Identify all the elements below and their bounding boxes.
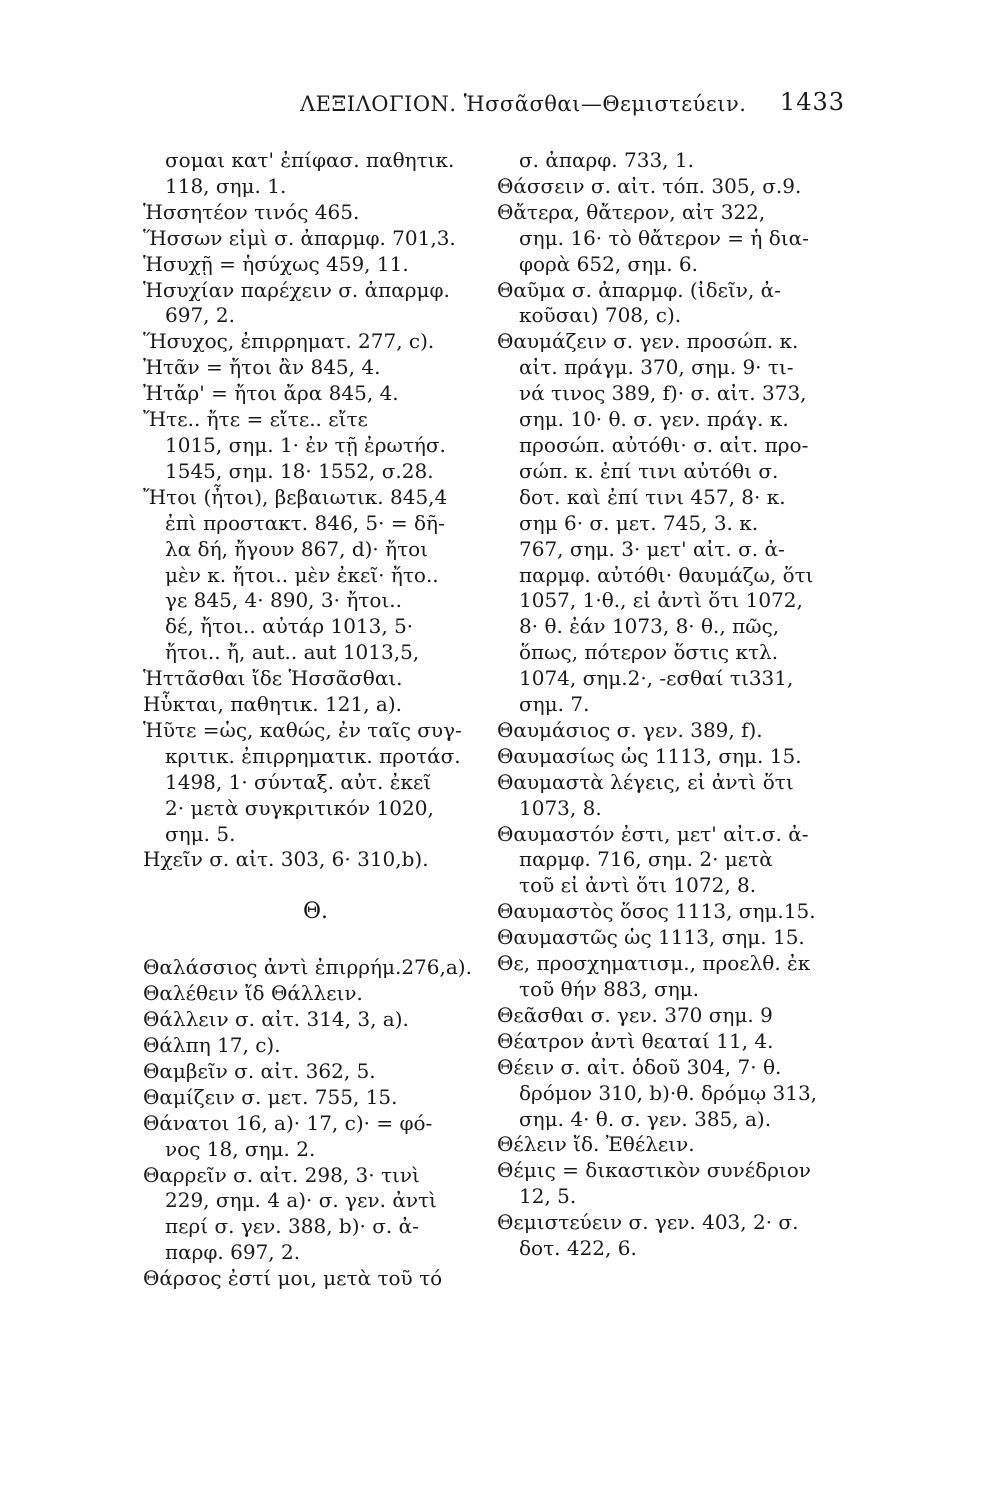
running-head: ΛΕΞΙΛΟΓΙΟΝ. Ἡσσᾶσθαι—Θεμιστεύειν. [300, 92, 747, 116]
entry-line: Θεμιστεύειν σ. γεν. 403, 2· σ. [497, 1210, 799, 1235]
entry-line: σημ. 16· τὸ θἄτερον = ἡ δια- [519, 225, 809, 250]
entry-line: σομαι κατ' ἐπίφασ. παθητικ. [165, 148, 455, 172]
entry-line: 118, σημ. 1. [165, 173, 287, 198]
entry-line: Θάλλειν σ. αἰτ. 314, 3, a). [143, 1007, 409, 1032]
entry-line: νος 18, σημ. 2. [165, 1136, 316, 1161]
entry-line: Θαῦμα σ. ἀπαρμφ. (ἰδεῖν, ἀ- [497, 277, 781, 302]
entry-line: παρμφ. 716, σημ. 2· μετὰ [519, 847, 773, 872]
entry-line: προσώπ. αὐτόθι· σ. αἰτ. προ- [519, 432, 809, 457]
entry-line: σ. ἀπαρφ. 733, 1. [519, 148, 694, 172]
entry-line: αἰτ. πράγμ. 370, σημ. 9· τι- [519, 355, 794, 380]
entry-line: νά τινος 389, f)· σ. αἰτ. 373, [519, 381, 807, 406]
page-header [300, 86, 845, 126]
entry-line: Ηχεῖν σ. αἰτ. 303, 6· 310,b). [143, 847, 429, 872]
entry-line: Ἠτἄρ' = ἤτοι ἄρα 845, 4. [143, 381, 399, 406]
entry-line: Θεᾶσθαι σ. γεν. 370 σημ. 9 [497, 1002, 773, 1027]
entry-line: τοῦ θήν 883, σημ. [519, 977, 700, 1001]
entry-line: Θαυμαστὸς ὅσος 1113, σημ.15. [497, 899, 816, 924]
entry-line: Θέατρον ἀντὶ θεαταί 11, 4. [497, 1028, 774, 1053]
entry-line: 12, 5. [519, 1184, 577, 1209]
entry-line: Ἠτᾶν = ἤτοι ἂν 845, 4. [143, 355, 381, 380]
entry-line: Ἡσυχῇ = ἡσύχως 459, 11. [143, 251, 409, 276]
entry-line: γε 845, 4· 890, 3· ἤτοι.. [165, 588, 402, 613]
entry-line: 1073, 8. [519, 795, 602, 820]
entry-line: 767, σημ. 3· μετ' αἰτ. σ. ἀ- [519, 536, 785, 561]
page-number: 1433 [779, 88, 845, 116]
entry-line: φορὰ 652, σημ. 6. [519, 251, 698, 276]
entry-line: 2· μετὰ συγκριτικόν 1020, [165, 795, 434, 820]
left-entries-block-theta [143, 955, 488, 1292]
entry-line: Θἄτερα, θἄτερον, αἰτ 322, [497, 199, 766, 224]
entry-line: δοτ. 422, 6. [519, 1236, 637, 1261]
entry-line: σημ. 4· θ. σ. γεν. 385, a). [519, 1106, 772, 1131]
entry-line: σημ 6· σ. μετ. 745, 3. κ. [519, 510, 759, 535]
entry-line: Ἡσυχίαν παρέχειν σ. ἀπαρμφ. [143, 277, 450, 302]
entry-line: ὅπως, πότερον ὅστις κτλ. [519, 640, 779, 665]
entry-line: Θέειν σ. αἰτ. ὁδοῦ 304, 7· θ. [497, 1054, 782, 1079]
entry-line: σώπ. κ. ἐπί τινι αὐτόθι σ. [519, 458, 779, 483]
entry-line: περί σ. γεν. 388, b)· σ. ἀ- [165, 1214, 419, 1239]
entry-line: Ἥσυχος, ἐπιρρηματ. 277, c). [143, 329, 435, 354]
entry-line: ἐπὶ προστακτ. 846, 5· = δῆ- [165, 510, 445, 535]
entry-line: παρμφ. αὐτόθι· θαυμάζω, ὅτι [519, 562, 814, 587]
entry-line: Θαυμάζειν σ. γεν. προσώπ. κ. [497, 329, 799, 354]
right-column [497, 148, 837, 1262]
entry-line: δρόμον 310, b)·θ. δρόμῳ 313, [519, 1080, 818, 1105]
entry-line: Θάνατοι 16, a)· 17, c)· = φό- [143, 1110, 433, 1135]
entry-line: Θαλέθειν ἴδ Θάλλειν. [143, 981, 363, 1006]
entry-line: 229, σημ. 4 a)· σ. γεν. ἀντὶ [165, 1188, 437, 1213]
entry-line: Θαυμαστὰ λέγεις, εἰ ἀντὶ ὅτι [497, 769, 794, 794]
entry-line: σημ. 10· θ. σ. γεν. πράγ. κ. [519, 407, 789, 432]
entry-line: δοτ. καὶ ἐπί τινι 457, 8· κ. [519, 484, 786, 509]
entry-line: Θαυμασίως ὡς 1113, σημ. 15. [497, 743, 802, 768]
entry-line: Θαλάσσιος ἀντὶ ἐπιρρήμ.276,a). [143, 955, 472, 980]
entry-line: Ἤτοι (ἦτοι), βεβαιωτικ. 845,4 [143, 484, 448, 509]
entry-line: κριτικ. ἐπιρρηματικ. προτάσ. [165, 743, 461, 768]
entry-line: τοῦ εἰ ἀντὶ ὅτι 1072, 8. [519, 873, 757, 898]
left-entries-block [143, 148, 488, 873]
entry-line: 1057, 1·θ., εἰ ἀντὶ ὅτι 1072, [519, 588, 803, 613]
entry-line: Θε, προσχηματισμ., προελθ. ἐκ [497, 951, 811, 976]
right-entries-block [497, 148, 837, 1262]
entry-line: 1015, σημ. 1· ἐν τῇ ἐρωτήσ. [165, 432, 446, 457]
entry-line: ἤτοι.. ἤ, aut.. aut 1013,5, [165, 640, 420, 665]
entry-line: 1074, σημ.2·, -εσθαί τι331, [519, 666, 794, 691]
entry-line: Ἤτε.. ἤτε = εἴτε.. εἴτε [143, 407, 368, 432]
entry-line: κοῦσαι) 708, c). [519, 303, 682, 328]
entry-line: Θαρρεῖν σ. αἰτ. 298, 3· τινὶ [143, 1162, 420, 1187]
entry-line: Ἡττᾶσθαι ἴδε Ἡσσᾶσθαι. [143, 666, 403, 691]
entry-line: Θάλπη 17, c). [143, 1033, 281, 1057]
entry-line: παρφ. 697, 2. [165, 1240, 301, 1265]
entry-line: 1545, σημ. 18· 1552, σ.28. [165, 458, 434, 483]
left-column [143, 148, 488, 1292]
entry-line: Θάρσος ἐστί μοι, μετὰ τοῦ τό [143, 1266, 443, 1291]
entry-line: Θαυμάσιος σ. γεν. 389, f). [497, 717, 763, 742]
entry-line: 8· θ. ἐάν 1073, 8· θ., πῶς, [519, 614, 780, 639]
entry-line: Ἡῦτε =ὡς, καθώς, ἐν ταῖς συγ- [143, 717, 462, 742]
entry-line: Θαυμαστῶς ὡς 1113, σημ. 15. [497, 925, 805, 950]
entry-line: Ηὗκται, παθητικ. 121, a). [143, 692, 402, 717]
entry-line: σημ. 5. [165, 821, 236, 846]
entry-line: μὲν κ. ἤτοι.. μὲν ἐκεῖ· ἤτο.. [165, 562, 439, 587]
entry-line: Θάσσειν σ. αἰτ. τόπ. 305, σ.9. [497, 173, 802, 198]
section-letter: Θ. [302, 899, 329, 925]
entry-line: 1498, 1· σύνταξ. αὐτ. ἐκεῖ [165, 769, 432, 794]
entry-line: Θαμίζειν σ. μετ. 755, 15. [143, 1084, 398, 1109]
entry-line: 697, 2. [165, 303, 235, 328]
entry-line: Θέλειν ἴδ. Ἐθέλειν. [497, 1132, 695, 1157]
entry-line: σημ. 7. [519, 692, 590, 717]
entry-line: Ἥσσων εἰμὶ σ. ἀπαρμφ. 701,3. [143, 225, 456, 250]
entry-line: δέ, ἤτοι.. αὐτάρ 1013, 5· [165, 614, 414, 639]
entry-line: Ἡσσητέον τινός 465. [143, 199, 360, 224]
entry-line: λα δή, ἤγουν 867, d)· ἤτοι [165, 536, 429, 561]
entry-line: Θαυμαστόν ἐστι, μετ' αἰτ.σ. ἀ- [497, 821, 809, 846]
entry-line: Θαμβεῖν σ. αἰτ. 362, 5. [143, 1058, 376, 1083]
entry-line: Θέμις = δικαστικὸν συνέδριον [497, 1158, 811, 1183]
